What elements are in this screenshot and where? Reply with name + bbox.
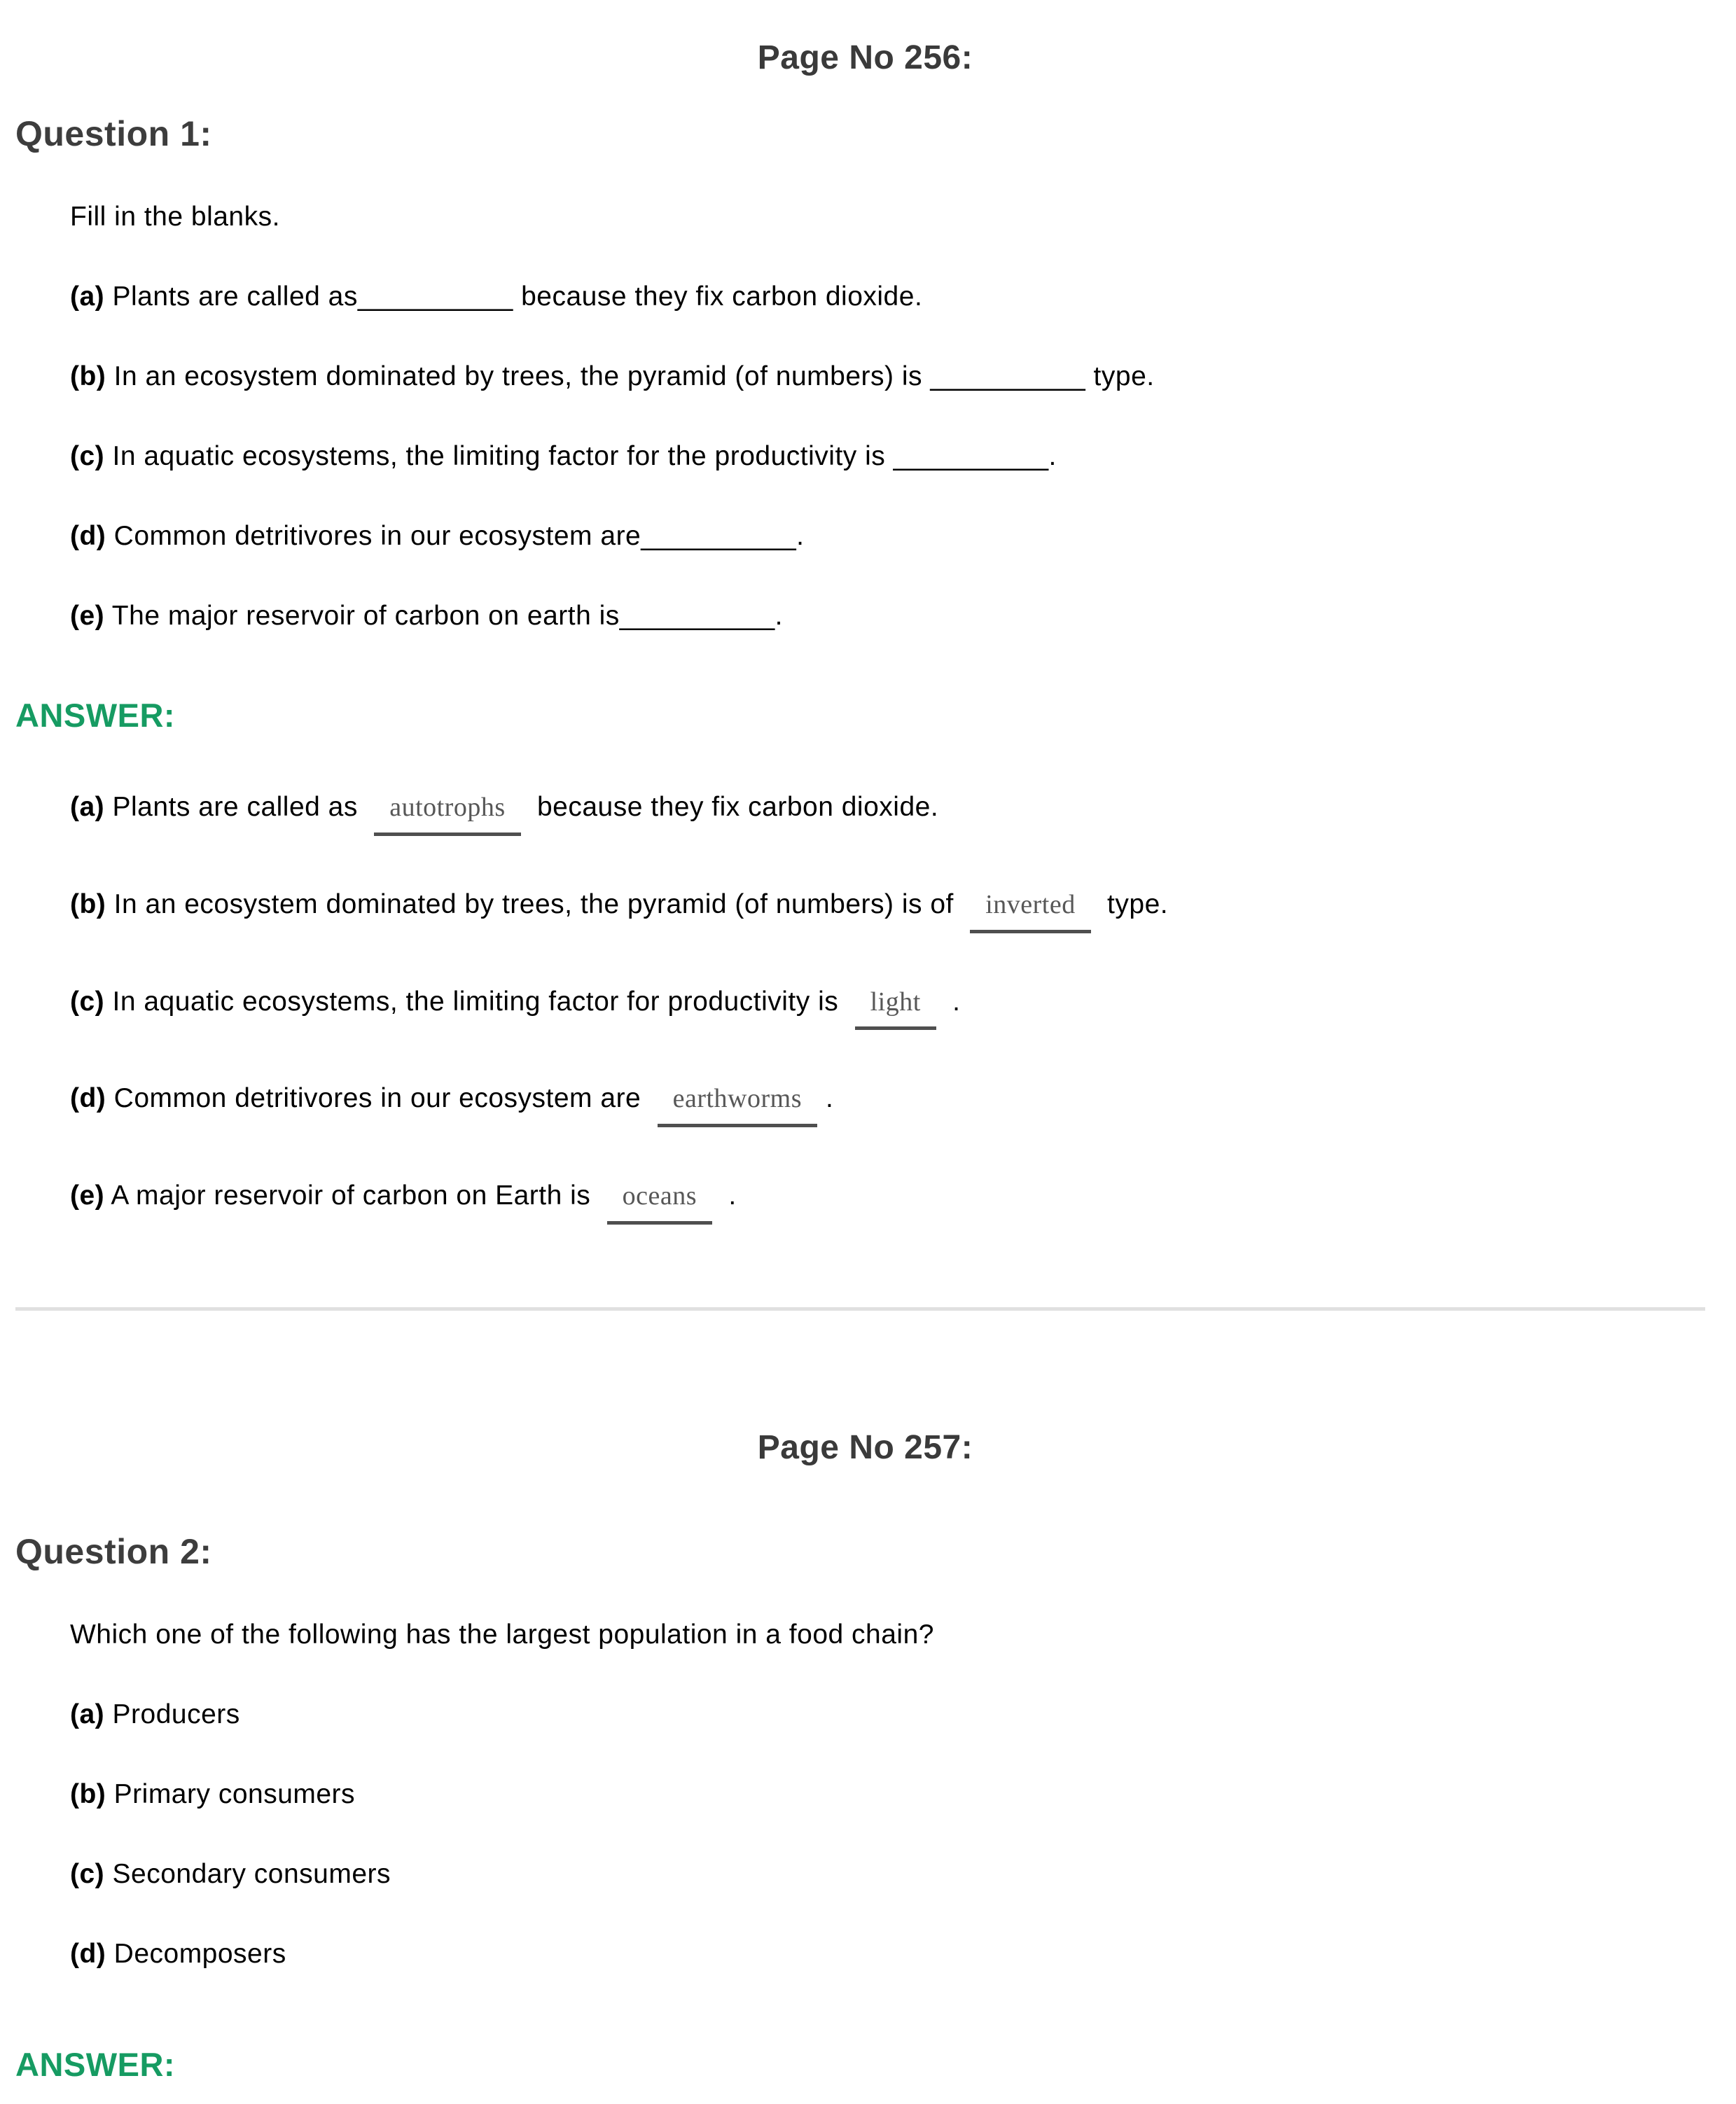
item-text: Secondary consumers (104, 1858, 391, 1889)
answer-1-item-d (70, 1083, 1715, 1127)
answer-1-item-b (70, 889, 1715, 933)
item-text: In aquatic ecosystems, the limiting factor for the productivity is __________. (104, 441, 1057, 471)
section-divider (15, 1307, 1705, 1311)
answer-1-item-e (70, 1180, 1715, 1225)
question-2-option-a (70, 1699, 1715, 1730)
answer-1-heading: ANSWER: (15, 697, 176, 734)
item-label: (c) (70, 1858, 105, 1889)
item-label: (a) (70, 792, 105, 822)
item-text: In aquatic ecosystems, the limiting factor for productivity is (104, 986, 847, 1017)
item-label: (e) (70, 601, 105, 631)
page-256-header: Page No 256: (757, 39, 973, 76)
question-2-option-b (70, 1779, 1715, 1810)
answer-blank-word: inverted (970, 891, 1091, 933)
question-1-item-b (70, 361, 1715, 392)
item-text: Plants are called as (104, 792, 366, 822)
page-257-header: Page No 257: (757, 1428, 973, 1466)
item-label: (c) (70, 441, 105, 471)
item-label: (e) (70, 1180, 105, 1211)
item-text: A major reservoir of carbon on Earth is (104, 1180, 599, 1211)
question-1-intro: Fill in the blanks. (70, 202, 280, 232)
item-text: type. (1099, 889, 1169, 919)
item-label: (a) (70, 1699, 105, 1729)
answer-1-item-c (70, 987, 1715, 1031)
question-2-option-c (70, 1859, 1715, 1890)
item-label: (d) (70, 521, 106, 551)
item-text: . (825, 1083, 834, 1114)
item-text: Decomposers (106, 1938, 286, 1969)
item-text: The major reservoir of carbon on earth is__________. (104, 601, 784, 631)
answer-2-heading: ANSWER: (15, 2045, 176, 2083)
question-2-intro: Which one of the following has the largest population in a food chain? (70, 1619, 934, 1650)
answer-blank-word: oceans (607, 1182, 712, 1225)
question-1-item-e (70, 601, 1715, 632)
answer-blank-word: earthworms (658, 1085, 817, 1127)
answer-1-item-a (70, 792, 1715, 836)
answer-blank-word: autotrophs (374, 793, 520, 836)
item-label: (d) (70, 1083, 106, 1114)
item-label: (b) (70, 361, 106, 391)
item-text: Common detritivores in our ecosystem are__________. (106, 521, 805, 551)
item-label: (b) (70, 889, 106, 919)
item-text: . (944, 986, 961, 1017)
item-text: Common detritivores in our ecosystem are (106, 1083, 649, 1114)
item-text: Producers (104, 1699, 240, 1729)
question-1-item-c (70, 441, 1715, 472)
question-2-title: Question 2: (15, 1531, 212, 1571)
item-text: In an ecosystem dominated by trees, the pyramid (of numbers) is __________ type. (106, 361, 1155, 391)
question-1-item-a (70, 281, 1715, 312)
item-label: (a) (70, 281, 105, 312)
item-text: Plants are called as__________ because they fix carbon dioxide. (104, 281, 923, 312)
item-label: (b) (70, 1778, 106, 1809)
question-2-option-d (70, 1939, 1715, 1970)
answer-blank-word: light (855, 988, 936, 1031)
item-text: . (721, 1180, 737, 1211)
item-label: (d) (70, 1938, 106, 1969)
question-1-item-d (70, 521, 1715, 552)
question-1-title: Question 1: (15, 114, 212, 153)
item-text: Primary consumers (106, 1778, 356, 1809)
item-text: In an ecosystem dominated by trees, the pyramid (of numbers) is of (106, 889, 962, 919)
item-label: (c) (70, 986, 105, 1017)
item-text: because they fix carbon dioxide. (529, 792, 939, 822)
